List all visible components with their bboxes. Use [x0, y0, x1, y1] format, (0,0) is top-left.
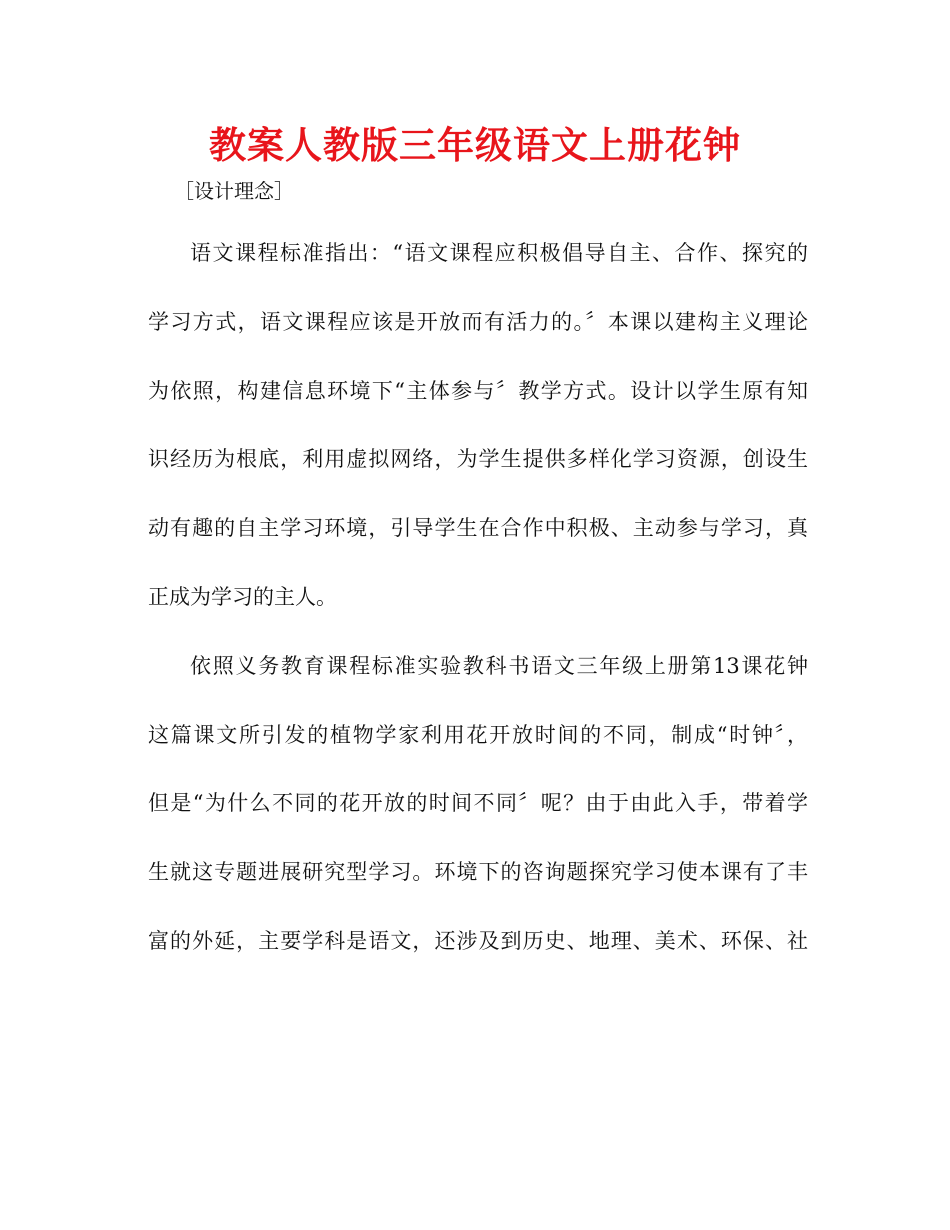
paragraph-1-line-2: 学习方式，语文课程应该是开放而有活力的。〞本课以建构主义理论 [148, 309, 808, 334]
paragraph-1-line-6: 正成为学习的主人。 [148, 584, 337, 609]
paragraph-2-line-3: 但是“为什么不同的花开放的时间不同〞呢？由于由此入手，带着学 [148, 791, 808, 816]
paragraph-2-line-5: 富的外延，主要学科是语文，还涉及到历史、地理、美术、环保、社 [148, 928, 808, 953]
paragraph-1-line-4: 识经历为根底，利用虚拟网络，为学生提供多样化学习资源，创设生 [148, 447, 808, 472]
paragraph-2-line-2: 这篇课文所引发的植物学家利用花开放时间的不同，制成“时钟〞， [148, 722, 808, 747]
paragraph-1-line-5: 动有趣的自主学习环境，引导学生在合作中积极、主动参与学习，真 [148, 516, 808, 541]
paragraph-1-line-3: 为依照，构建信息环境下“主体参与〞教学方式。设计以学生原有知 [148, 378, 808, 403]
document-title: 教案人教版三年级语文上册花钟 [209, 124, 741, 167]
body-text [148, 232, 808, 989]
paragraph-1-line-1: 语文课程标准指出：“语文课程应积极倡导自主、合作、探究的 [190, 241, 808, 265]
paragraph-2-line-4: 生就这专题进展研究型学习。环境下的咨询题探究学习使本课有了丰 [148, 860, 808, 885]
paragraph-2-line-1: 依照义务教育课程标准实验教科书语文三年级上册第13课花钟 [190, 653, 808, 678]
section-label-design-concept: ［设计理念］ [174, 179, 294, 203]
